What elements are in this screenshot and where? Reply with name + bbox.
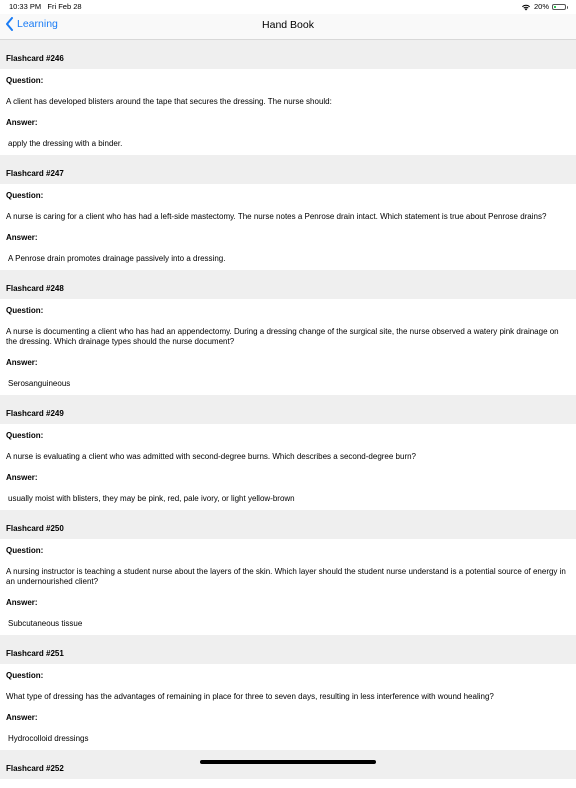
page-title: Hand Book	[262, 19, 314, 31]
back-label[interactable]: Learning	[17, 18, 58, 30]
flashcard-title: Flashcard #249	[0, 395, 576, 424]
question-text: A client has developed blisters around the tape that secures the dressing. The nurse should:	[6, 97, 332, 106]
answer-label: Answer:	[6, 118, 38, 127]
flashcard-body	[0, 664, 576, 750]
flashcard-list[interactable]	[0, 40, 576, 779]
flashcard	[0, 510, 576, 635]
flashcard	[0, 750, 576, 779]
answer-text: Serosanguineous	[8, 379, 71, 388]
question-text: A nurse is evaluating a client who was admitted with second-degree burns. Which describes a second-degree burn?	[6, 452, 417, 461]
question-label: Question:	[6, 671, 44, 680]
flashcard-title: Flashcard #247	[0, 155, 576, 184]
answer-label: Answer:	[6, 473, 38, 482]
battery-icon	[552, 4, 566, 10]
flashcard	[0, 635, 576, 750]
navigation-bar	[0, 14, 576, 40]
question-text: A nurse is caring for a client who has had a left-side mastectomy. The nurse notes a Penrose drain intact. Which statement is true about Penrose drains?	[6, 212, 547, 221]
question-label: Question:	[6, 191, 44, 200]
wifi-icon	[521, 3, 531, 11]
flashcard	[0, 155, 576, 270]
question-label: Question:	[6, 76, 44, 85]
status-time-date: 10:33 PM Fri Feb 28	[9, 2, 82, 11]
question-label: Question:	[6, 431, 44, 440]
flashcard-title: Flashcard #251	[0, 635, 576, 664]
answer-label: Answer:	[6, 358, 38, 367]
flashcard-body	[0, 424, 576, 510]
question-label: Question:	[6, 546, 44, 555]
answer-text: usually moist with blisters, they may be pink, red, pale ivory, or light yellow-brown	[8, 494, 295, 503]
answer-label: Answer:	[6, 233, 38, 242]
question-text: A nursing instructor is teaching a student nurse about the layers of the skin. Which layer should the student nurse understand is a potential source of energy in an undernourished client?	[6, 567, 566, 586]
question-text: What type of dressing has the advantages of remaining in place for three to seven days, resulting in less interference with wound healing?	[6, 692, 494, 701]
flashcard-title: Flashcard #248	[0, 270, 576, 299]
flashcard-title: Flashcard #252	[0, 750, 576, 779]
home-indicator	[200, 760, 376, 764]
flashcard-title: Flashcard #250	[0, 510, 576, 539]
status-right	[521, 0, 566, 14]
flashcard	[0, 395, 576, 510]
question-text: A nurse is documenting a client who has had an appendectomy. During a dressing change of the surgical site, the nurse observed a watery pink drainage on the dressing. Which drainage types should the nurse document?	[6, 327, 559, 346]
answer-label: Answer:	[6, 598, 38, 607]
flashcard	[0, 270, 576, 395]
flashcard	[0, 40, 576, 155]
status-bar	[0, 0, 576, 14]
flashcard-body	[0, 184, 576, 270]
answer-label: Answer:	[6, 713, 38, 722]
question-label: Question:	[6, 306, 44, 315]
battery-percent: 20%	[533, 2, 549, 11]
flashcard-body	[0, 299, 576, 395]
answer-text: Hydrocolloid dressings	[8, 734, 89, 743]
answer-text: A Penrose drain promotes drainage passively into a dressing.	[8, 254, 226, 263]
flashcard-body	[0, 539, 576, 635]
flashcard-title: Flashcard #246	[0, 40, 576, 69]
answer-text: Subcutaneous tissue	[8, 619, 83, 628]
flashcard-body	[0, 69, 576, 155]
answer-text: apply the dressing with a binder.	[8, 139, 123, 148]
